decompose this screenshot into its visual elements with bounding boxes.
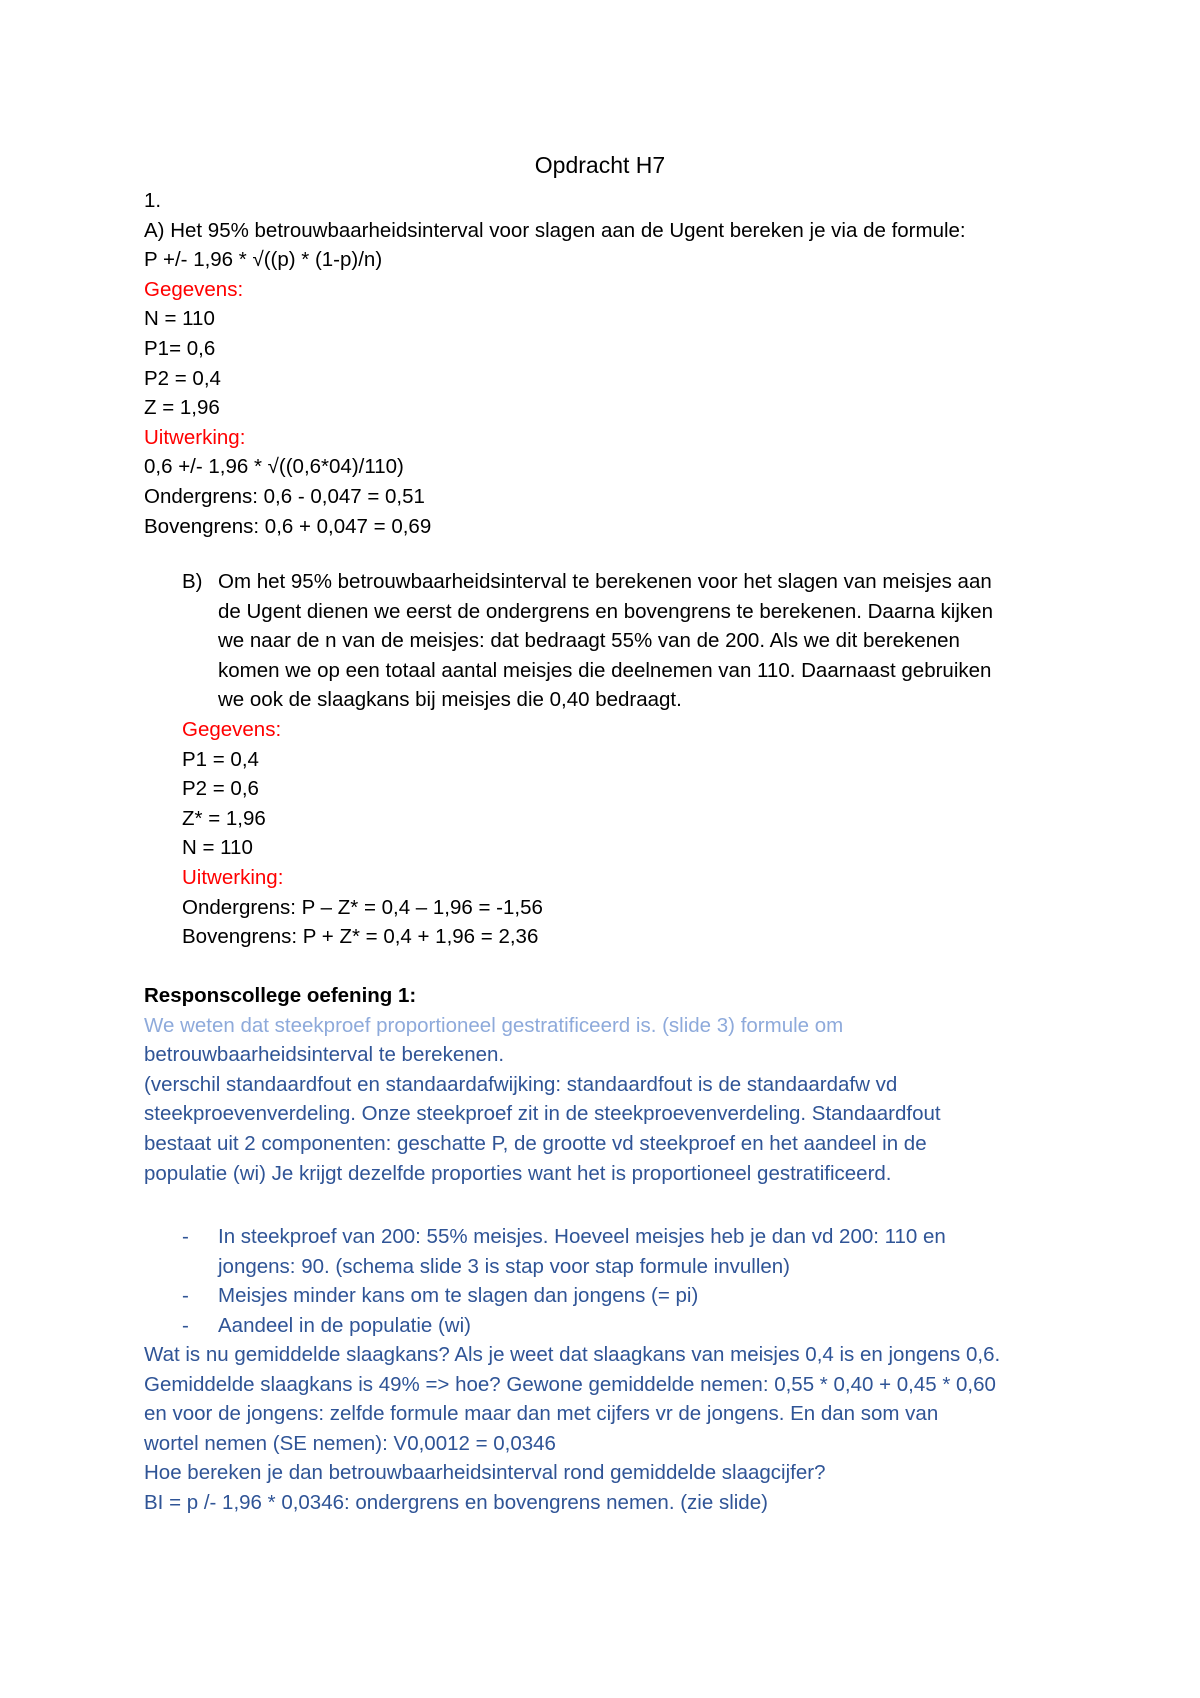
part-a-gegevens-item: N = 110 [144, 307, 215, 331]
respons-note: (verschil standaardfout en standaardafwijking: standaardfout is de standaardafw vd [144, 1072, 898, 1096]
bullet-text-continued: jongens: 90. (schema slide 3 is stap voor stap formule invullen) [218, 1254, 791, 1278]
respons-heading: Responscollege oefening 1: [144, 984, 417, 1007]
respons-note: BI = p /- 1,96 * 0,0346: ondergrens en bovengrens nemen. (zie slide) [144, 1490, 768, 1514]
part-a-section [144, 186, 1084, 541]
bullet-item [182, 1222, 1082, 1252]
respons-note: en voor de jongens: zelfde formule maar dan met cijfers vr de jongens. En dan som van [144, 1402, 939, 1426]
part-b-gegevens-label: Gegevens: [182, 718, 282, 741]
bullet-item [182, 1281, 1082, 1311]
respons-bullet-list [182, 1222, 1082, 1340]
respons-note: betrouwbaarheidsinterval te berekenen. [144, 1043, 505, 1067]
part-b-text: we naar de n van de meisjes: dat bedraagt 55% van de 200. Als we dit berekenen [218, 629, 960, 653]
bullet-text: Meisjes minder kans om te slagen dan jongens (= pi) [218, 1284, 699, 1308]
part-a-gegevens-item: P1= 0,6 [144, 336, 216, 360]
part-b-gegevens-item: P2 = 0,6 [182, 777, 259, 801]
respons-note: bestaat uit 2 componenten: geschatte P, de grootte vd steekproef en het aandeel in de [144, 1131, 927, 1155]
respons-closing [144, 1340, 1084, 1518]
bullet-text: In steekproef van 200: 55% meisjes. Hoeveel meisjes heb je dan vd 200: 110 en [218, 1225, 946, 1248]
part-b-uitwerking-label: Uitwerking: [182, 865, 284, 889]
part-b-uitwerking-line: Ondergrens: P – Z* = 0,4 – 1,96 = -1,56 [182, 895, 543, 919]
bullet-dash: - [182, 1225, 189, 1248]
part-a-gegevens-item: P2 = 0,4 [144, 366, 221, 390]
part-b-text: Om het 95% betrouwbaarheidsinterval te berekenen voor het slagen van meisjes aan [218, 570, 992, 593]
bullet-text: Aandeel in de populatie (wi) [218, 1313, 471, 1337]
respons-note: wortel nemen (SE nemen): V0,0012 = 0,0346 [144, 1431, 556, 1455]
respons-section [144, 981, 1084, 1188]
part-a-uitwerking-line: Bovengrens: 0,6 + 0,047 = 0,69 [144, 514, 432, 538]
part-a-uitwerking-label: Uitwerking: [144, 425, 246, 449]
part-b-data [182, 715, 1082, 952]
question-number: 1. [144, 189, 162, 212]
part-a-intro: A) Het 95% betrouwbaarheidsinterval voor slagen aan de Ugent bereken je via de formule: [144, 218, 966, 242]
part-a-uitwerking-line: 0,6 +/- 1,96 * √((0,6*04)/110) [144, 455, 404, 479]
bullet-dash: - [182, 1284, 189, 1308]
part-b-line [182, 567, 1082, 597]
part-a-gegevens-item: Z = 1,96 [144, 396, 220, 420]
respons-note: steekproevenverdeling. Onze steekproef zit in de steekproevenverdeling. Standaardfout [144, 1102, 941, 1126]
part-b-marker: B) [182, 570, 203, 593]
part-b-paragraph [182, 567, 1082, 715]
respons-note-light: We weten dat steekproef proportioneel gestratificeerd is. (slide 3) formule om [144, 1013, 844, 1037]
part-a-uitwerking-line: Ondergrens: 0,6 - 0,047 = 0,51 [144, 484, 425, 508]
bullet-dash: - [182, 1313, 189, 1337]
part-b-gegevens-item: Z* = 1,96 [182, 806, 266, 830]
part-b-uitwerking-line: Bovengrens: P + Z* = 0,4 + 1,96 = 2,36 [182, 925, 539, 949]
part-a-gegevens-label: Gegevens: [144, 277, 244, 301]
respons-note: Hoe bereken je dan betrouwbaarheidsinterval rond gemiddelde slaagcijfer? [144, 1461, 826, 1485]
part-a-formula: P +/- 1,96 * √((p) * (1-p)/n) [144, 248, 383, 272]
page-title: Opdracht H7 [534, 152, 666, 178]
respons-note: Wat is nu gemiddelde slaagkans? Als je weet dat slaagkans van meisjes 0,4 is en jongens 0,6. [144, 1343, 1001, 1366]
part-b-gegevens-item: P1 = 0,4 [182, 747, 259, 771]
part-b-text: komen we op een totaal aantal meisjes die deelnemen van 110. Daarnaast gebruiken [218, 658, 992, 682]
part-b-gegevens-item: N = 110 [182, 836, 253, 860]
bullet-item [182, 1311, 1082, 1341]
respons-note: populatie (wi) Je krijgt dezelfde proporties want het is proportioneel gestratificeerd. [144, 1161, 892, 1185]
part-b-text: we ook de slaagkans bij meisjes die 0,40 bedraagt. [218, 688, 682, 712]
respons-note: Gemiddelde slaagkans is 49% => hoe? Gewone gemiddelde nemen: 0,55 * 0,40 + 0,45 * 0,60 [144, 1372, 996, 1396]
part-b-text: de Ugent dienen we eerst de ondergrens en bovengrens te berekenen. Daarna kijken [218, 599, 993, 623]
